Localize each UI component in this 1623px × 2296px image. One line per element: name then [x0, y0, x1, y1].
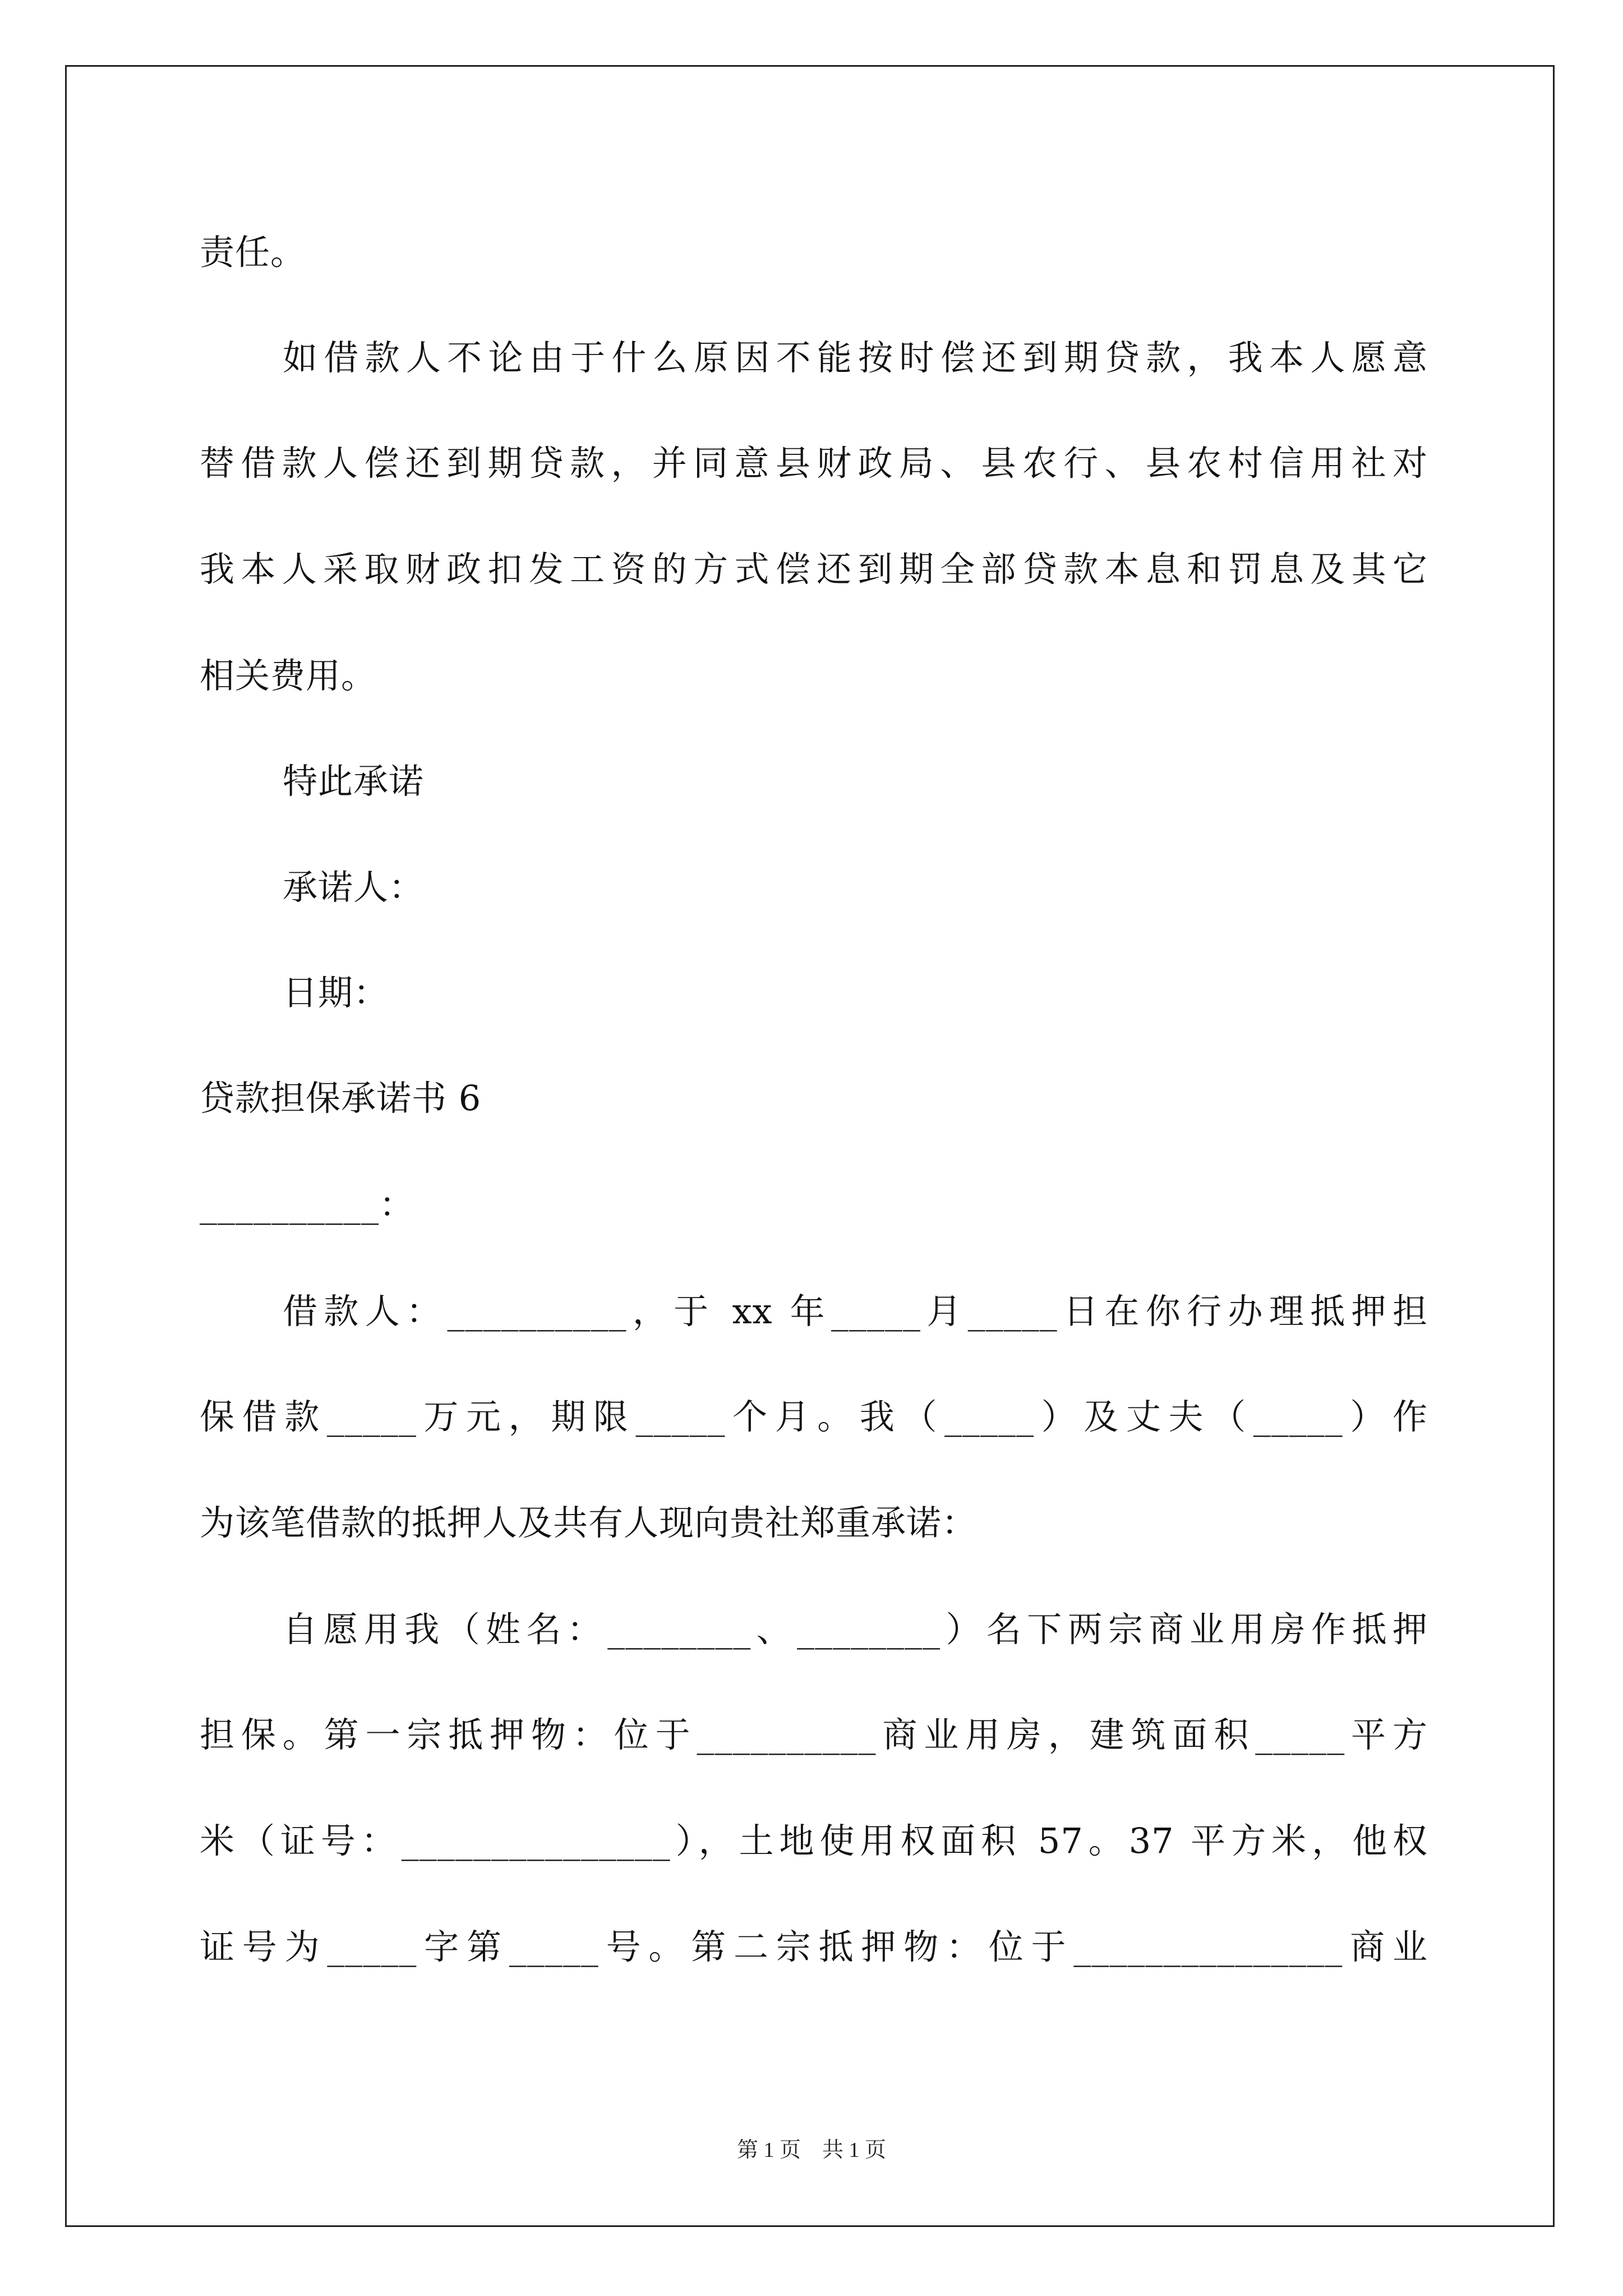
- text-line: 自愿用我（姓名：________、________）名下两宗商业用房作抵押: [283, 1609, 1428, 1650]
- section-title: 贷款担保承诺书 6: [200, 1078, 482, 1119]
- signer-label: 承诺人：: [283, 867, 425, 908]
- page-border: [65, 65, 1555, 2227]
- text-line: 相关费用。: [200, 655, 377, 696]
- text-line: 特此承诺: [283, 761, 425, 802]
- text-line: 保借款_____万元，期限_____个月。我（_____）及丈夫（_____）作: [200, 1396, 1428, 1437]
- date-label: 日期：: [283, 972, 389, 1013]
- page-footer: 第 1 页 共 1 页: [736, 2138, 886, 2162]
- text-line: 如借款人不论由于什么原因不能按时偿还到期贷款，我本人愿意: [283, 337, 1428, 378]
- text-line: 我本人采取财政扣发工资的方式偿还到期全部贷款本息和罚息及其它: [200, 549, 1428, 590]
- text-line: 替借款人偿还到期贷款，并同意县财政局、县农行、县农村信用社对: [200, 443, 1428, 484]
- text-line: 担保。第一宗抵押物：位于__________商业用房，建筑面积_____平方: [200, 1714, 1428, 1755]
- text-line: 米（证号：_______________），土地使用权面积 57。37 平方米，他权: [200, 1820, 1428, 1861]
- text-line: 借款人：__________，于 xx 年_____月_____日在你行办理抵押担: [283, 1291, 1428, 1332]
- addressee-line: __________：: [200, 1184, 415, 1225]
- text-line: 证号为_____字第_____号。第二宗抵押物：位于_______________商业: [200, 1926, 1428, 1967]
- text-line: 为该笔借款的抵押人及共有人现向贵社郑重承诺：: [200, 1502, 978, 1543]
- text-line: 责任。: [200, 232, 306, 273]
